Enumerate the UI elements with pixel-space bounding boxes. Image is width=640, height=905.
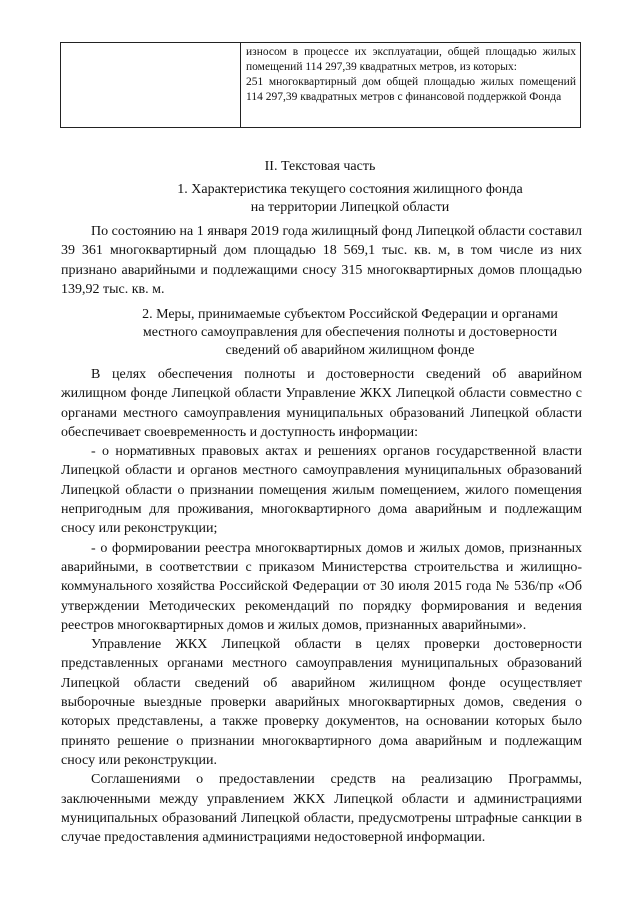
paragraph-2: - о нормативных правовых актах и решениях органов государственной власти Липецкой области и органов местного самоуправления муниципальных образований Липецкой области о признании помещения жилым помещением, жилого помещения непригодным для проживания, многоквартирного дома аварийным и подлежащим сносу или реконструкции; [61,444,582,537]
paragraph-4: Управление ЖКХ Липецкой области в целях проверки достоверности представленных органами местного самоуправления муниципальных образований Липецкой области сведений об аварийном жилищном фонде осуществляет выборочные выездные проверки аварийных многоквартирных домов, сведения о которых представлены, а также проверку документов, на основании которых было принято решение о признании многоквартирного дома аварийным и подлежащим сносу или реконструкции. [61,637,582,768]
section-title: II. Текстовая часть [264,159,376,174]
continuation-table [60,42,581,128]
table-text-cell [241,43,580,127]
subsection2-body [61,365,582,847]
subsection1-title-line1: 1. Характеристика текущего состояния жилищного фонда [177,182,523,197]
table-text-2: 251 многоквартирный дом общей площадью жилых помещений 114 297,39 квадратных метров с финансовой поддержкой Фонда [246,76,576,103]
paragraph-1: В целях обеспечения полноты и достоверности сведений об аварийном жилищном фонде Липецкой области Управление ЖКХ Липецкой области совместно с органами местного самоуправления муниципальных образований Липецкой области обеспечивает своевременность и доступность информации: [61,367,582,440]
subsection2-title-line1: 2. Меры, принимаемые субъектом Российской Федерации и органами [142,307,558,322]
paragraph-text: По состоянию на 1 января 2019 года жилищный фонд Липецкой области составил 39 361 многоквартирный дом площадью 18 569,1 тыс. кв. м, в том числе из них признано аварийными и подлежащими сносу 315 многоквартирных домов площадью 139,92 тыс. кв. м. [61,224,582,297]
subsection1-paragraph [61,222,582,299]
paragraph-5: Соглашениями о предоставлении средств на реализацию Программы, заключенными между управлением ЖКХ Липецкой области и администрациями муниципальных образований Липецкой области, предусмотрены штрафные санкции в случае предоставления администрациями недостоверной информации. [61,772,582,846]
table-empty-cell [61,43,241,127]
subsection1-title-line2: на территории Липецкой области [250,200,450,215]
subsection2-title-line3: сведений об аварийном жилищном фонде [225,343,475,358]
subsection2-title-line2: местного самоуправления для обеспечения полноты и достоверности [142,325,558,340]
paragraph-3: - о формировании реестра многоквартирных домов и жилых домов, признанных аварийными, в соответствии с приказом Министерства строительства и жилищно-коммунального хозяйства Российской Федерации от 30 июля 2015 года № 536/пр «Об утверждении Методических рекомендаций по порядку формирования и ведения реестров многоквартирных домов и жилых домов, признанных аварийными». [61,540,582,633]
table-text-1: износом в процессе их эксплуатации, общей площадью жилых помещений 114 297,39 квадратных метров, из которых: [246,46,576,73]
